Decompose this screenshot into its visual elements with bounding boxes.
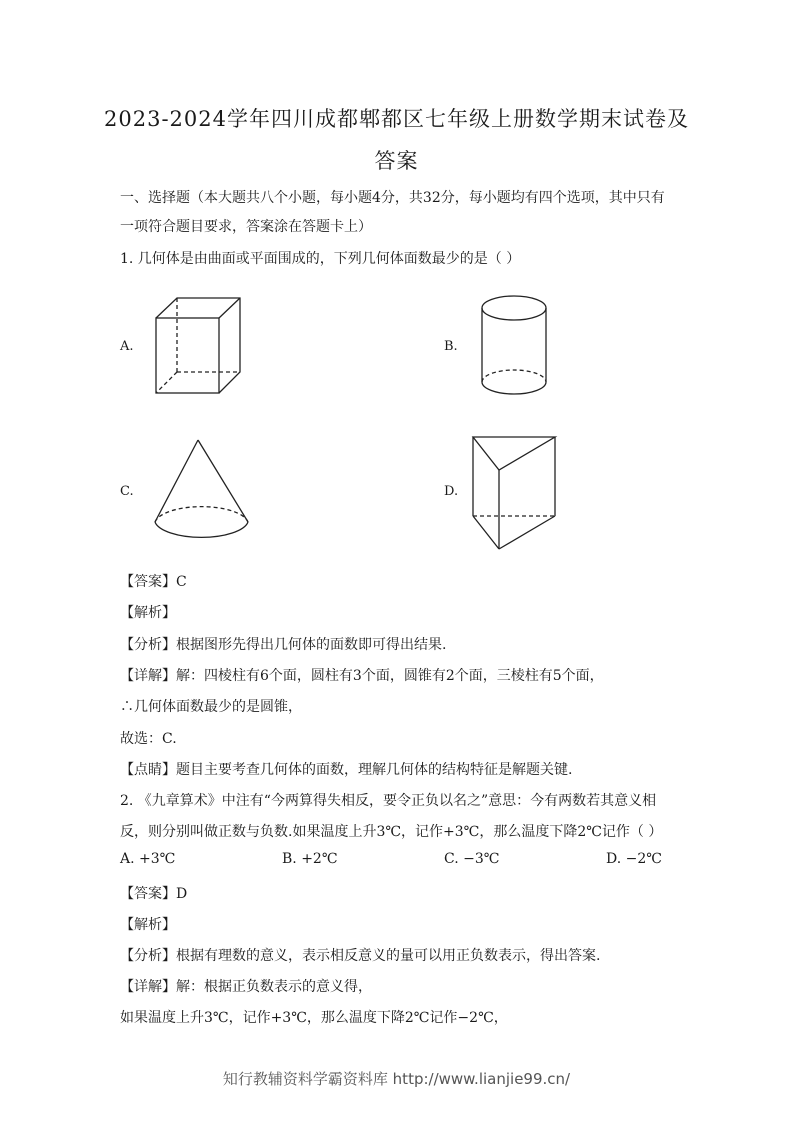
section-heading-continued: 一项符合题目要求，答案涂在答题卡上） xyxy=(120,219,372,235)
page-title-continued: 答案 xyxy=(374,149,419,173)
cube-figure xyxy=(150,296,250,398)
q2-option-c: C. −3℃ xyxy=(444,851,500,867)
q2-detail-continued: 如果温度上升3℃，记作+3℃，那么温度下降2℃记作−2℃， xyxy=(120,1010,508,1026)
option-d-label: D. xyxy=(444,484,459,499)
q1-therefore: ∴几何体面数最少的是圆锥， xyxy=(120,699,302,715)
option-c-label: C. xyxy=(120,484,134,499)
footer-watermark: 知行教辅资料学霸资料库 http://www.lianjie99.cn/ xyxy=(222,1070,571,1088)
option-a-label: A. xyxy=(120,339,134,354)
question-1-stem: 1. 几何体是由曲面或平面围成的，下列几何体面数最少的是（ ） xyxy=(120,251,521,267)
cone-figure xyxy=(150,436,254,546)
page-title: 2023-2024学年四川成都郫都区七年级上册数学期末试卷及 xyxy=(104,107,689,131)
q1-choice: 故选：C. xyxy=(120,731,177,747)
q2-analysis: 【分析】根据有理数的意义，表示相反意义的量可以用正负数表示，得出答案. xyxy=(120,948,601,964)
q2-option-a: A. +3℃ xyxy=(120,851,176,867)
option-b-label: B. xyxy=(444,339,458,354)
section-heading: 一、选择题（本大题共八个小题，每小题4分，共32分，每小题均有四个选项，其中只有 xyxy=(120,190,665,206)
q1-answer: 【答案】C xyxy=(120,574,187,590)
q1-analysis: 【分析】根据图形先得出几何体的面数即可得出结果. xyxy=(120,637,447,653)
q1-comment: 【点睛】题目主要考查几何体的面数，理解几何体的结构特征是解题关键. xyxy=(120,762,573,778)
q1-analysis-heading: 【解析】 xyxy=(120,605,176,621)
cylinder-figure xyxy=(476,292,552,402)
q2-option-d: D. −2℃ xyxy=(606,851,662,867)
q2-detail: 【详解】解：根据正负数表示的意义得， xyxy=(120,979,372,995)
q2-analysis-heading: 【解析】 xyxy=(120,917,176,933)
q2-option-b: B. +2℃ xyxy=(282,851,338,867)
triangular-prism-figure xyxy=(470,434,560,554)
q1-detail: 【详解】解：四棱柱有6个面，圆柱有3个面，圆锥有2个面，三棱柱有5个面， xyxy=(120,668,604,684)
question-2-stem-continued: 反，则分别叫做正数与负数.如果温度上升3℃，记作+3℃，那么温度下降2℃记作（ ） xyxy=(120,824,663,840)
question-2-stem: 2. 《九章算术》中注有“今两算得失相反，要令正负以名之”意思：今有两数若其意义相 xyxy=(120,793,657,809)
q2-answer: 【答案】D xyxy=(120,886,188,902)
